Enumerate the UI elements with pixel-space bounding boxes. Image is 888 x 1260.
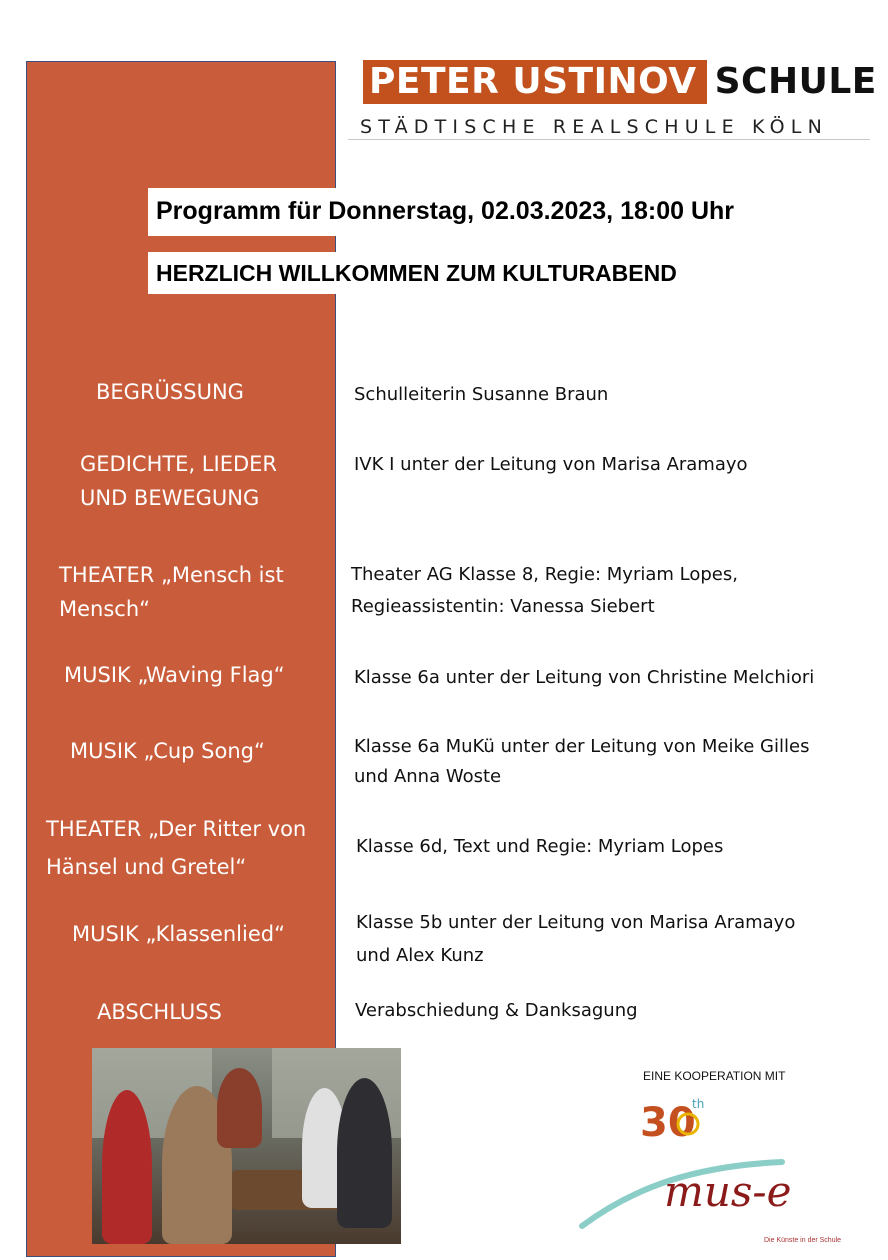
item-desc-begruessung: Schulleiterin Susanne Braun bbox=[354, 384, 609, 405]
item-desc-gedichte: IVK I unter der Leitung von Marisa Aramayo bbox=[354, 454, 748, 475]
muse-logo bbox=[576, 1088, 862, 1248]
item-desc-theater-mensch: Theater AG Klasse 8, Regie: Myriam Lopes, Regieassistentin: Vanessa Siebert bbox=[351, 564, 738, 617]
muse-wordmark: mus-e bbox=[664, 1167, 792, 1216]
program-date-heading: Programm für Donnerstag, 02.03.2023, 18:00 Uhr bbox=[148, 188, 656, 236]
welcome-heading: HERZLICH WILLKOMMEN ZUM KULTURABEND bbox=[148, 252, 594, 294]
muse-anniversary-number: 30 bbox=[640, 1100, 696, 1146]
students-photo bbox=[92, 1048, 401, 1244]
muse-anniversary-suffix: th bbox=[692, 1097, 705, 1111]
item-title-gedichte: GEDICHTE, LIEDER UND BEWEGUNG bbox=[80, 452, 277, 510]
school-logo bbox=[363, 60, 877, 104]
item-desc-cup-song: Klasse 6a MuKü unter der Leitung von Meike Gilles und Anna Woste bbox=[354, 736, 810, 787]
item-title-klassenlied: MUSIK „Klassenlied“ bbox=[72, 922, 285, 946]
logo-name-box: PETER USTINOV bbox=[363, 60, 707, 104]
item-desc-abschluss: Verabschiedung & Danksagung bbox=[355, 1000, 638, 1021]
logo-subtitle: STÄDTISCHE REALSCHULE KÖLN bbox=[360, 116, 829, 138]
item-title-begruessung: BEGRÜSSUNG bbox=[96, 380, 244, 404]
item-title-waving-flag: MUSIK „Waving Flag“ bbox=[64, 663, 285, 687]
photo-person-headscarf bbox=[217, 1068, 262, 1148]
cooperation-label: EINE KOOPERATION MIT bbox=[643, 1069, 786, 1083]
photo-person-red-shirt bbox=[102, 1090, 152, 1244]
item-title-abschluss: ABSCHLUSS bbox=[97, 1000, 222, 1024]
item-title-cup-song: MUSIK „Cup Song“ bbox=[70, 739, 265, 763]
item-desc-theater-ritter: Klasse 6d, Text und Regie: Myriam Lopes bbox=[356, 836, 724, 857]
item-desc-klassenlied: Klasse 5b unter der Leitung von Marisa Aramayo und Alex Kunz bbox=[356, 912, 796, 966]
muse-tagline: Die Künste in der Schule bbox=[764, 1237, 842, 1244]
logo-divider bbox=[348, 139, 870, 140]
item-title-theater-ritter: THEATER „Der Ritter von Hänsel und Gretel“ bbox=[46, 817, 307, 879]
photo-person-cap bbox=[337, 1078, 392, 1228]
item-title-theater-mensch: THEATER „Mensch ist Mensch“ bbox=[59, 563, 284, 621]
logo-schule-text: SCHULE bbox=[714, 61, 877, 102]
item-desc-waving-flag: Klasse 6a unter der Leitung von Christine Melchiori bbox=[354, 667, 815, 688]
